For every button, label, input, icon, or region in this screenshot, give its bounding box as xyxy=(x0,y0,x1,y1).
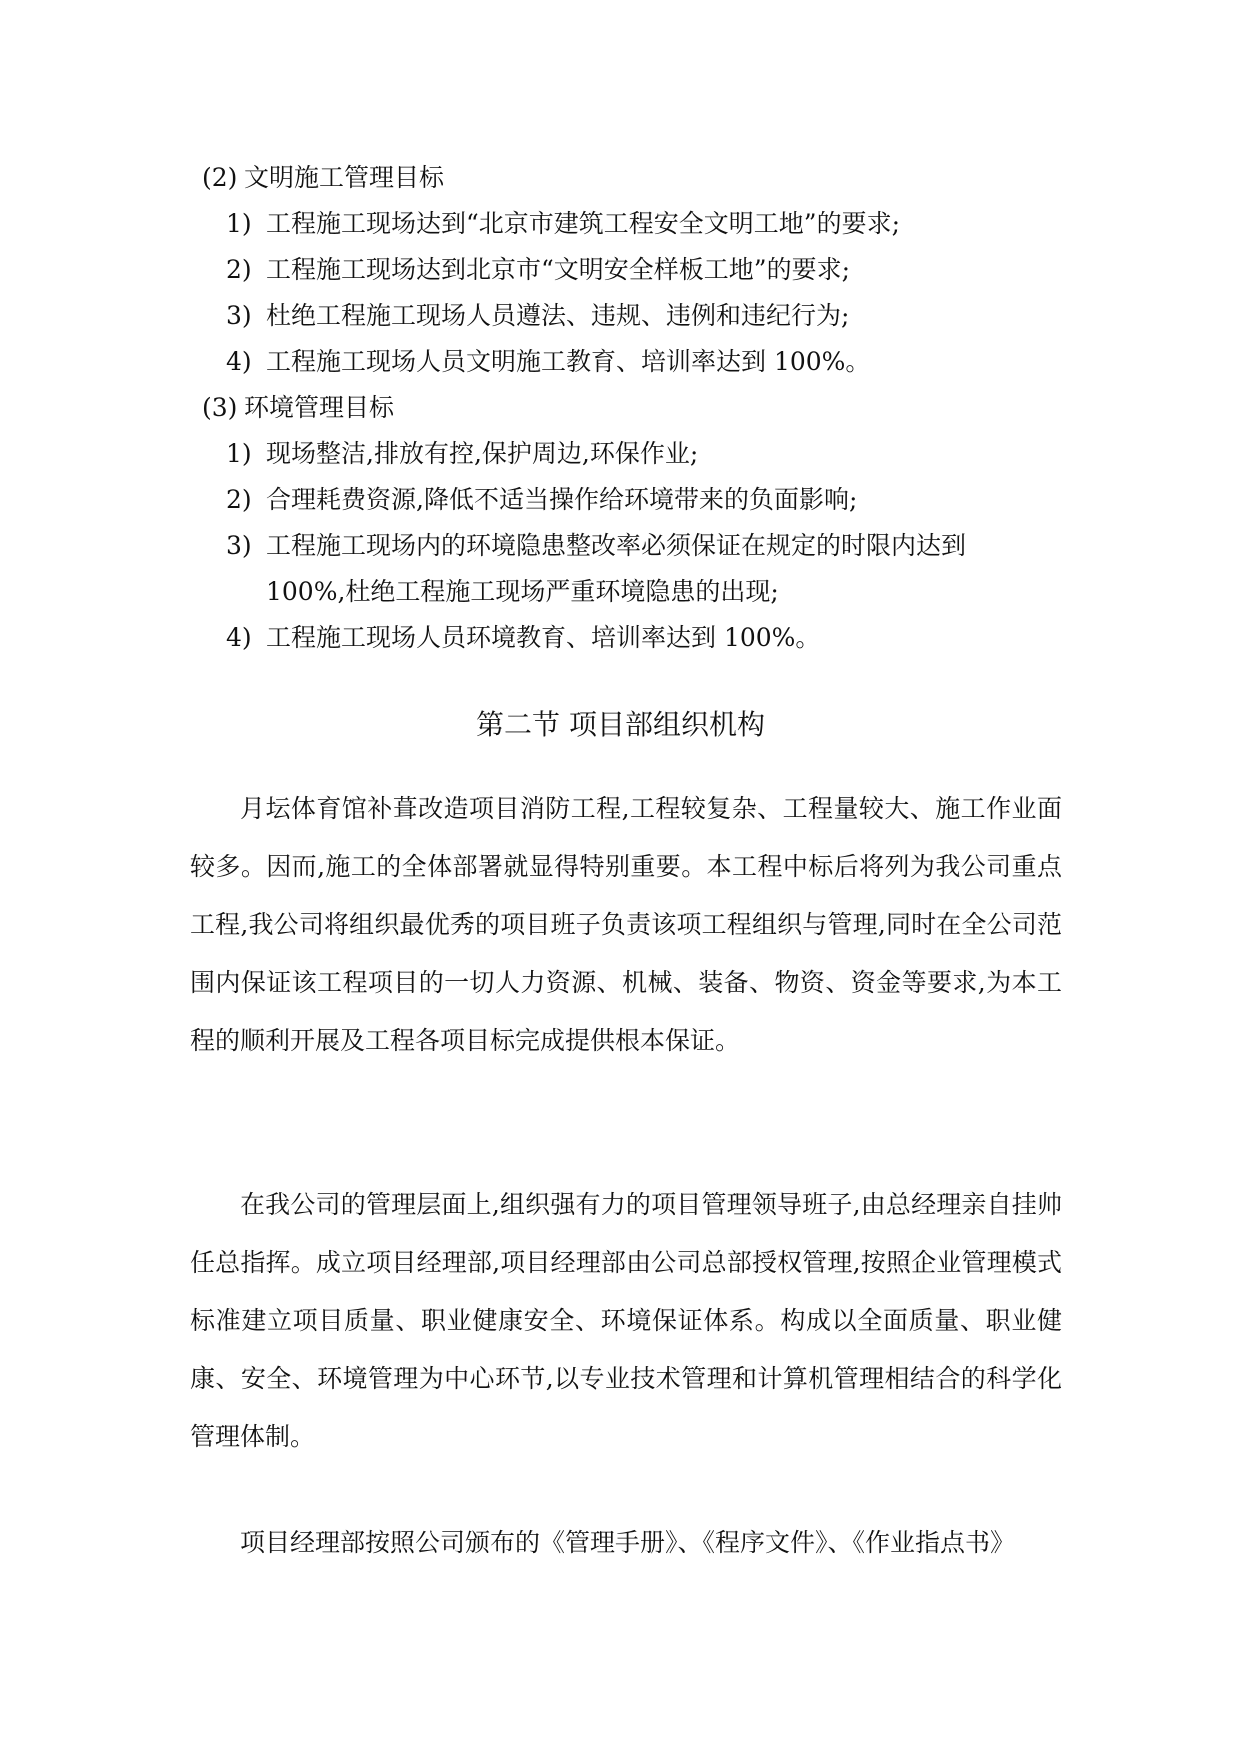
list-marker: 4) xyxy=(226,623,252,652)
list-item xyxy=(226,530,966,562)
goal-heading-civilized xyxy=(202,162,444,194)
list-marker: (3) xyxy=(202,393,238,422)
list-item-text: 工程施工现场达到北京市“文明安全样板工地”的要求; xyxy=(266,255,850,284)
list-item xyxy=(226,254,850,286)
goal-title: 环境管理目标 xyxy=(244,393,395,422)
list-marker: 1) xyxy=(226,439,252,468)
list-marker: 3) xyxy=(226,301,252,330)
list-item-text: 工程施工现场内的环境隐患整改率必须保证在规定的时限内达到 xyxy=(266,531,967,560)
list-marker: 2) xyxy=(226,255,252,284)
goal-title: 文明施工管理目标 xyxy=(244,163,445,192)
body-paragraph: 项目经理部按照公司颁布的《管理手册》、《程序文件》、《作业指点书》 xyxy=(240,1528,1016,1557)
list-item-text: 现场整洁,排放有控,保护周边,环保作业; xyxy=(266,439,699,468)
body-paragraph: 在我公司的管理层面上,组织强有力的项目管理领导班子,由总经理亲自挂帅任总指挥。成立项目经理部,项目经理部由公司总部授权管理,按照企业管理模式标准建立项目质量、职业健康安全、环境保证体系。构成以全面质量、职业健康、安全、环境管理为中心环节,以专业技术管理和计算机管理相结合的科学化管理体制。 xyxy=(190,1190,1062,1451)
list-item-text: 工程施工现场达到“北京市建筑工程安全文明工地”的要求; xyxy=(266,209,900,238)
list-marker: 1) xyxy=(226,209,252,238)
list-item xyxy=(226,484,857,516)
list-item xyxy=(226,438,698,470)
list-item-text: 工程施工现场人员环境教育、培训率达到 100%。 xyxy=(266,623,821,652)
section-title: 第二节 项目部组织机构 xyxy=(476,708,765,741)
list-item xyxy=(226,208,900,240)
list-item xyxy=(226,300,849,332)
list-marker: 4) xyxy=(226,347,252,376)
list-item-continuation: 100%,杜绝工程施工现场严重环境隐患的出现; xyxy=(266,577,779,606)
list-marker: 2) xyxy=(226,485,252,514)
goal-heading-environment xyxy=(202,392,394,424)
list-marker: 3) xyxy=(226,531,252,560)
body-paragraph: 月坛体育馆补葺改造项目消防工程,工程较复杂、工程量较大、施工作业面较多。因而,施工的全体部署就显得特别重要。本工程中标后将列为我公司重点工程,我公司将组织最优秀的项目班子负责该项工程组织与管理,同时在全公司范围内保证该工程项目的一切人力资源、机械、装备、物资、资金等要求,为本工程的顺利开展及工程各项目标完成提供根本保证。 xyxy=(190,794,1062,1055)
list-item-text: 合理耗费资源,降低不适当操作给环境带来的负面影响; xyxy=(266,485,858,514)
list-marker: (2) xyxy=(202,163,238,192)
list-item xyxy=(226,346,870,378)
list-item xyxy=(226,622,820,654)
list-item-text: 杜绝工程施工现场人员遵法、违规、违例和违纪行为; xyxy=(266,301,850,330)
list-item-text: 工程施工现场人员文明施工教育、培训率达到 100%。 xyxy=(266,347,871,376)
